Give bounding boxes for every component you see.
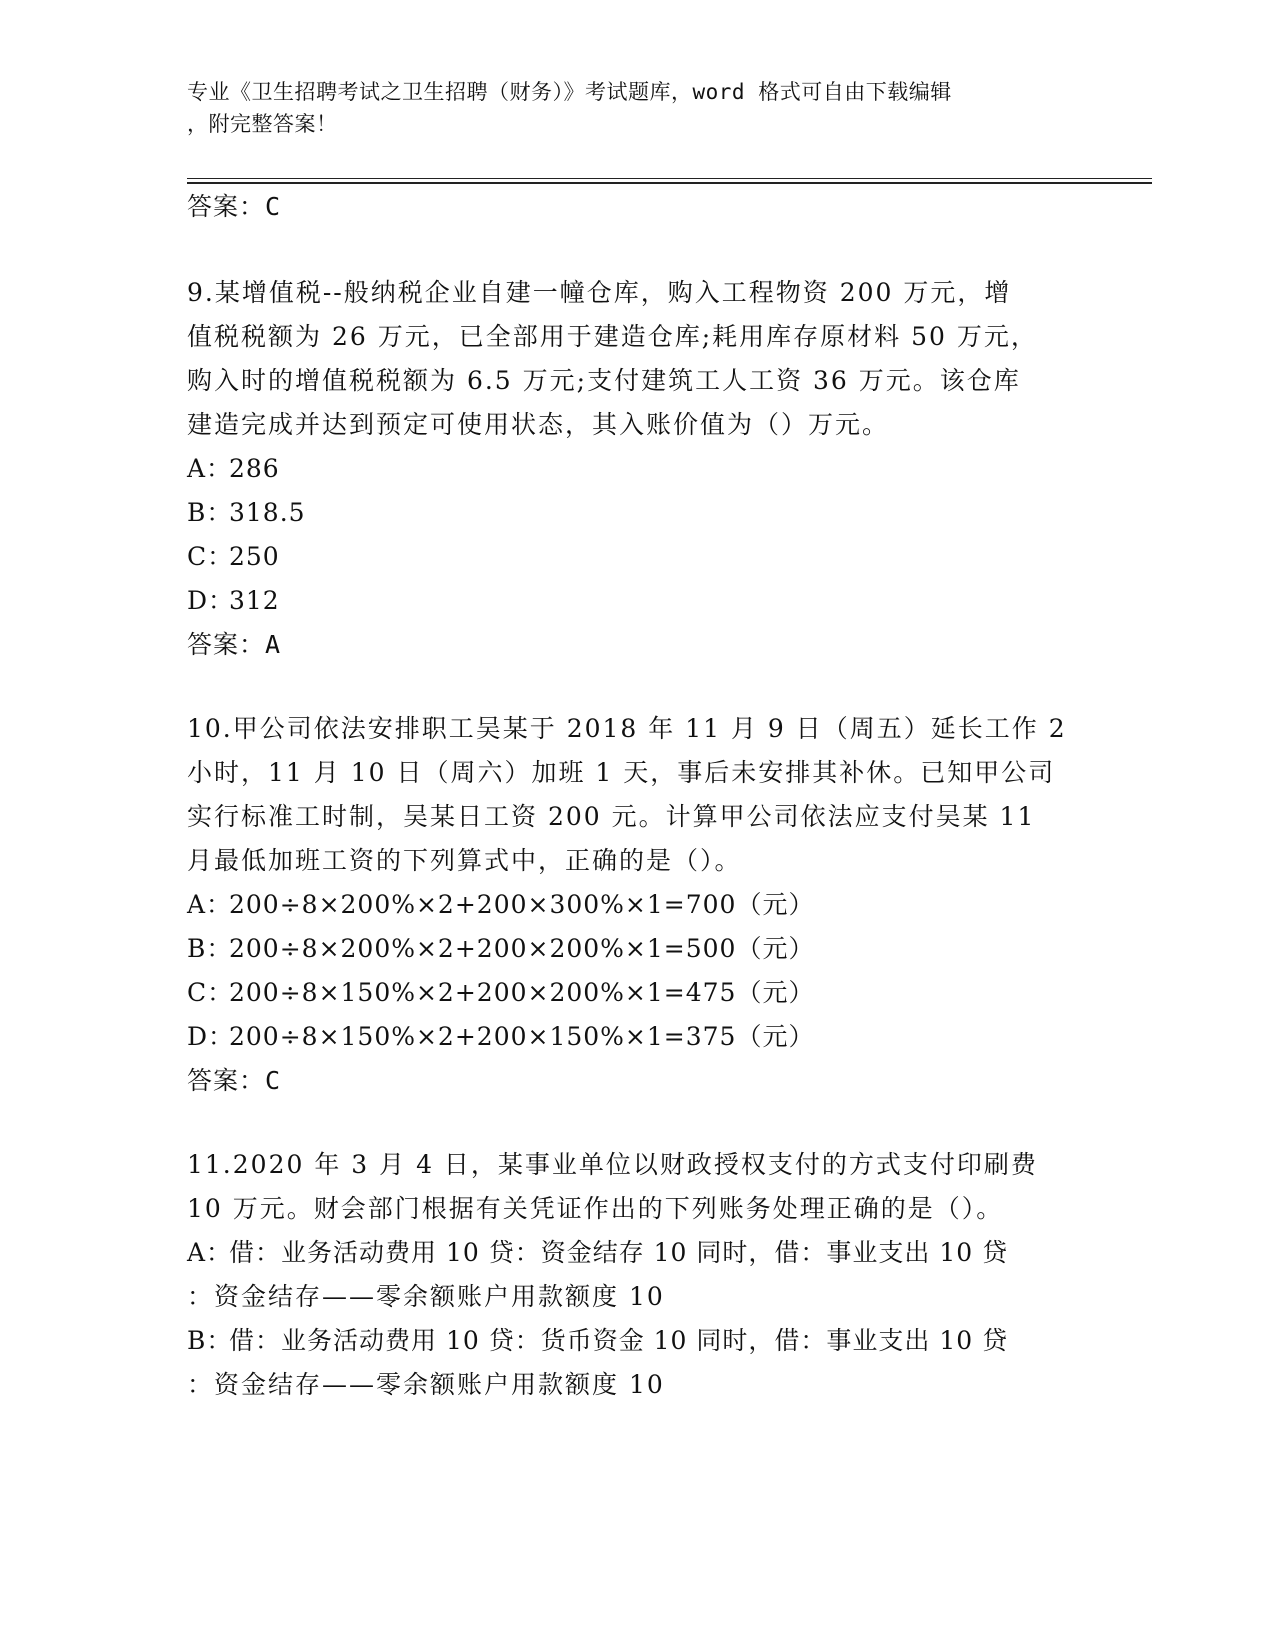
header-line-2: ，附完整答案！ <box>187 112 338 136</box>
option-d <box>187 1022 814 1052</box>
option-text: 200÷8×150%×2+200×150%×1=375（元） <box>229 1022 815 1051</box>
option-text: 200÷8×200%×2+200×200%×1=500（元） <box>229 934 815 963</box>
option-text: 借：业务活动费用 10 贷：资金结存 10 同时，借：事业支出 10 贷 <box>229 1238 1009 1267</box>
question-text-line: 值税税额为 26 万元，已全部用于建造仓库;耗用库存原材料 50 万元， <box>187 322 1038 351</box>
option-a <box>187 454 280 484</box>
question-text-line: 9.某增值税--般纳税企业自建一幢仓库，购入工程物资 200 万元，增 <box>187 278 1012 307</box>
option-text: 318.5 <box>229 498 306 527</box>
option-key: A： <box>187 1238 233 1267</box>
option-a-continuation: ：资金结存——零余额账户用款额度 10 <box>187 1282 665 1311</box>
question-text-line: 10 万元。财会部门根据有关凭证作出的下列账务处理正确的是（）。 <box>187 1194 1004 1223</box>
option-b <box>187 1326 1008 1356</box>
option-b <box>187 934 814 964</box>
option-key: A： <box>187 454 233 483</box>
question-text-line: 月最低加班工资的下列算式中，正确的是（）。 <box>187 846 742 875</box>
option-c <box>187 978 814 1008</box>
option-a <box>187 890 814 920</box>
answer: 答案：A <box>187 630 282 659</box>
option-text: 借：业务活动费用 10 贷：货币资金 10 同时，借：事业支出 10 贷 <box>229 1326 1009 1355</box>
option-c <box>187 542 280 572</box>
question-text-line: 10.甲公司依法安排职工吴某于 2018 年 11 月 9 日（周五）延长工作 2 <box>187 714 1067 743</box>
option-b <box>187 498 306 528</box>
answer: 答案：C <box>187 1066 282 1095</box>
question-text-line: 小时，11 月 10 日（周六）加班 1 天，事后未安排其补休。已知甲公司 <box>187 758 1056 787</box>
option-text: 200÷8×200%×2+200×300%×1=700（元） <box>229 890 815 919</box>
option-key: C： <box>187 542 234 571</box>
option-key: A： <box>187 890 233 919</box>
previous-answer: 答案：C <box>187 192 282 221</box>
option-text: 286 <box>229 454 280 483</box>
option-key: B： <box>187 934 233 963</box>
option-a <box>187 1238 1008 1268</box>
question-text-line: 11.2020 年 3 月 4 日，某事业单位以财政授权支付的方式支付印刷费 <box>187 1150 1038 1179</box>
option-key: B： <box>187 1326 233 1355</box>
option-text: 200÷8×150%×2+200×200%×1=475（元） <box>229 978 815 1007</box>
question-text-line: 实行标准工时制，吴某日工资 200 元。计算甲公司依法应支付吴某 11 <box>187 802 1036 831</box>
option-key: D： <box>187 586 235 615</box>
option-key: D： <box>187 1022 235 1051</box>
option-text: 250 <box>229 542 280 571</box>
document-header <box>187 76 1087 140</box>
question-text-line: 建造完成并达到预定可使用状态，其入账价值为（）万元。 <box>187 410 890 439</box>
header-line-1: 专业《卫生招聘考试之卫生招聘（财务）》考试题库，word 格式可自由下载编辑 <box>187 80 952 104</box>
option-key: C： <box>187 978 234 1007</box>
question-text-line: 购入时的增值税税额为 6.5 万元;支付建筑工人工资 36 万元。该仓库 <box>187 366 1021 395</box>
header-divider-thick <box>187 182 1152 184</box>
option-text: 312 <box>229 586 280 615</box>
header-divider-thin <box>187 178 1152 179</box>
option-d <box>187 586 280 616</box>
option-b-continuation: ：资金结存——零余额账户用款额度 10 <box>187 1370 665 1399</box>
option-key: B： <box>187 498 233 527</box>
